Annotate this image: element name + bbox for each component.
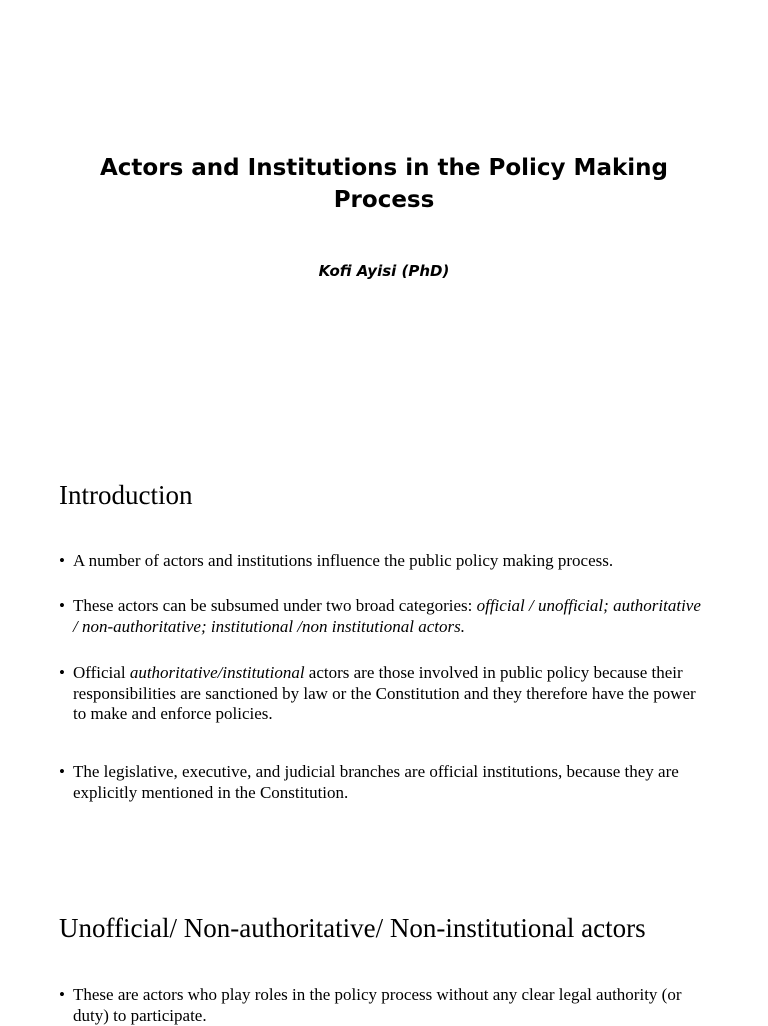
bullet-item: • Official authoritative/institutional actors are those involved in public policy because their responsibilities are sanctioned by law or the Constitution and they therefore have the power to make and enforce policies. [59,663,709,725]
slide-heading: Unofficial/ Non-authoritative/ Non-institutional actors [59,913,646,943]
bullet-item: • These are actors who play roles in the policy process without any clear legal authority (or duty) to participate. [59,985,709,1026]
author: Kofi Ayisi (PhD) [318,262,450,280]
bullet-item: • The legislative, executive, and judicial branches are official institutions, because they are explicitly mentioned in the Constitution. [59,762,709,803]
bullet-item: • These actors can be subsumed under two broad categories: official / unofficial; authoritative / non-authoritative; institutional /non institutional actors. [59,596,709,637]
slide-heading: Introduction [59,480,193,510]
slide-title: Actors and Institutions in the Policy Making Process [100,155,668,213]
title-slide [0,0,768,430]
bullet-item: • A number of actors and institutions influence the public policy making process. [59,551,709,572]
